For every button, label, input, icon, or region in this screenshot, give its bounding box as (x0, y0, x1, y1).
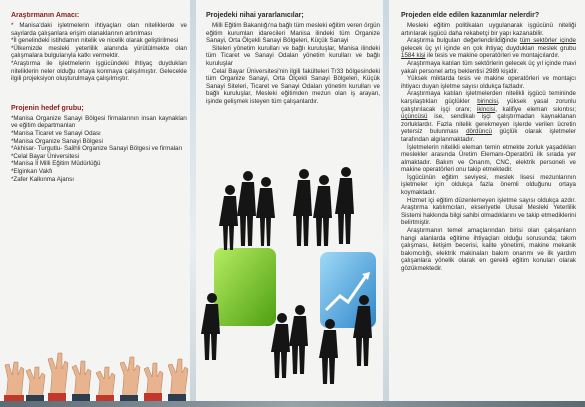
gains-paragraph: Araştırmanın temel amaçlarından birisi olan çalışanların hangi alanlarda eğitime ihtiyaçları olduğu sorusunda; takım çalışması, iletişim becerisi, kalite yönetimi, makine mekanik bakımcılığı, elektrik makinaları bakım onarımı ve ilk yardım çalışanlara yönelik olarak en gerekli eğitim konuları olarak gözükmektedir. (401, 227, 576, 272)
right-column (389, 0, 585, 407)
gains-paragraph: Mesleki eğitim politikaları uygulanarak işgücünü niteliği artırılarak işgücü daha rekabetçi bir yapı kazanabilir. (401, 22, 576, 37)
target-group-item: *Manisa Ticaret ve Sanayi Odası (11, 129, 101, 137)
aim-list (11, 22, 187, 83)
bottom-band (0, 401, 585, 407)
aim-item: *Ülkemizde mesleki yeterlilik alanında yürütülmekte olan çalışmalara bulgularıyla katkı vermektir. (11, 44, 187, 60)
gains-paragraph: Yüksek miktarda tesis ve makine operatörleri ve montajcı ihtiyacı duyan işletme sayısı oldukça fazladır. (401, 75, 576, 90)
business-people-illustration (200, 150, 378, 397)
aim-item: *İl genelindeki istihdamın nitelik ve nicelik olarak geliştirilmesi (11, 37, 179, 45)
gains-paragraph: Hizmet içi eğitim düzenlemeyen işletme sayısı oldukça azdır. Araştırma katılımcıları, ekseriyetle Ulusal Mesleki Yeterlilik Sistemi hakkında bilgi sahibi olmadıklarını ve takip etmediklerini belirtmiştir. (401, 196, 576, 227)
target-group-item: *Zafer Kalkınma Ajansı (11, 175, 74, 183)
target-group-item: *Elginkan Vakfı (11, 167, 53, 175)
target-group-item: *Akhisar- Turgutlu- Salihli Organize Sanayi Bölgesi ve firmaları (11, 145, 183, 153)
target-group-item: *Celal Bayar Üniversitesi (11, 152, 80, 160)
beneficiaries-paragraph: Siteleri yönetim kurulları ve bağlı kuruluşlar, Manisa ilindeki tüm Ticaret ve Sanayi Odaları yönetim kurulları ve bağlı kuruluşlar (206, 44, 380, 67)
beneficiaries-heading: Projedeki nihai yararlanıcılar; (206, 12, 304, 19)
aim-item: *Araştırma ile işletmelerin işgücündeki ihtiyaç duydukları niteliklerin neler olduğu ortaya konmaya çalışılmıştır. Gelecekle ilgili projeksiyon oluşturulmaya çalışılmıştır. (11, 59, 187, 83)
gains-paragraph: İşletmelerin nitelikli eleman temin etmekte zorluk yaşadıkları meslekler arasında Üretim Elemanı-Operatörü ilk sırada yer almaktadır. Bakım ve Onarım, CNC, elektrik personeli ve makine operatörleri onu takip etmektedir. (401, 143, 576, 174)
target-group-item: *Manisa Organize Sanayi Bölgesi firmalarının insan kaynakları ve eğitim departmanları (11, 114, 187, 130)
gains-paragraph: Araştırma bulguları değerlendirildiğinde tüm sektörler içinde gelecek üç yıl içinde en çok ihtiyaç duydukları meslek grubu 1584 kişi ile tesis ve makine operatörleri ve montajcılardır. (401, 37, 577, 60)
beneficiaries-paragraph: Celal Bayar Üniversitesi'nin ilgili fakülteleri Tr33 bölgesindeki tüm Organize Sanayi, Orta Ölçekli Sanayi Bölgeleri, Küçük Sanayi Siteleri, Ticaret ve Sanayi Odaları yönetim kurulları ve bağlı kuruluşlar, Mesleki eğitimden mezun olan iş arayan, işinde gelişmek isteyen tüm çalışanlardır. (206, 67, 380, 105)
gains-paragraph: Araştırmaya katılan tüm sektörlerin gelecek üç yıl içinde mavi yakalı personel artış beklentisi 2989 kişidir. (401, 59, 576, 75)
target-group-list (11, 115, 187, 183)
aim-item: * Manisa'daki işletmelerin ihtiyaçları olan niteliklerde ve sayılarda çalışanlara erişim olanaklarının artırılması (11, 22, 187, 37)
beneficiaries-paragraph: Milli Eğitim Bakanlığı'na bağlı tüm mesleki eğitim veren örgün eğitim kurumları idarecileri Manisa ilindeki tüm Organize Sanayi, Orta Ölçekli Sanayi Bölgeleri, Küçük Sanayi (206, 22, 380, 45)
silhouettes-icon (200, 150, 378, 397)
target-group-item: *Manisa İl Milli Eğitim Müdürlüğü (11, 160, 101, 168)
target-group-item: *Manisa Organize Sanayi Bölgesi (11, 137, 103, 145)
gains-paragraph: Araştırmaya katılan işletmelerden nitelikli işgücü temininde karşılaştıkları güçlükler birincisi, yüksek yasal zorunlu çalıştırılacak işçi oranı; ikincisi, kalifiye eleman sıkıntısı; üçüncüsü ise, sendikalı işçi çalıştırmadan kaynaklanan zorluklardır. Fazla nitelik gerekmeyen işlerde verilen ücretin yetersiz bulunması dördüncü güçlük olarak işletmeler tarafından algılanmaktadır. (401, 90, 576, 143)
hands-icon (0, 329, 196, 401)
target-group-heading: Projenin hedef grubu; (11, 104, 84, 112)
aim-heading: Araştırmanın Amacı: (11, 12, 80, 19)
raised-hands-illustration (0, 329, 196, 401)
gains-paragraph: İşgücünün eğitim seviyesi, meslek lisesi mezunlarının işletmeler için oldukça fazla önemli olduğunu ortaya koymaktadır. (401, 173, 576, 197)
gains-heading: Projeden elde edilen kazanımlar nelerdir? (401, 12, 540, 19)
